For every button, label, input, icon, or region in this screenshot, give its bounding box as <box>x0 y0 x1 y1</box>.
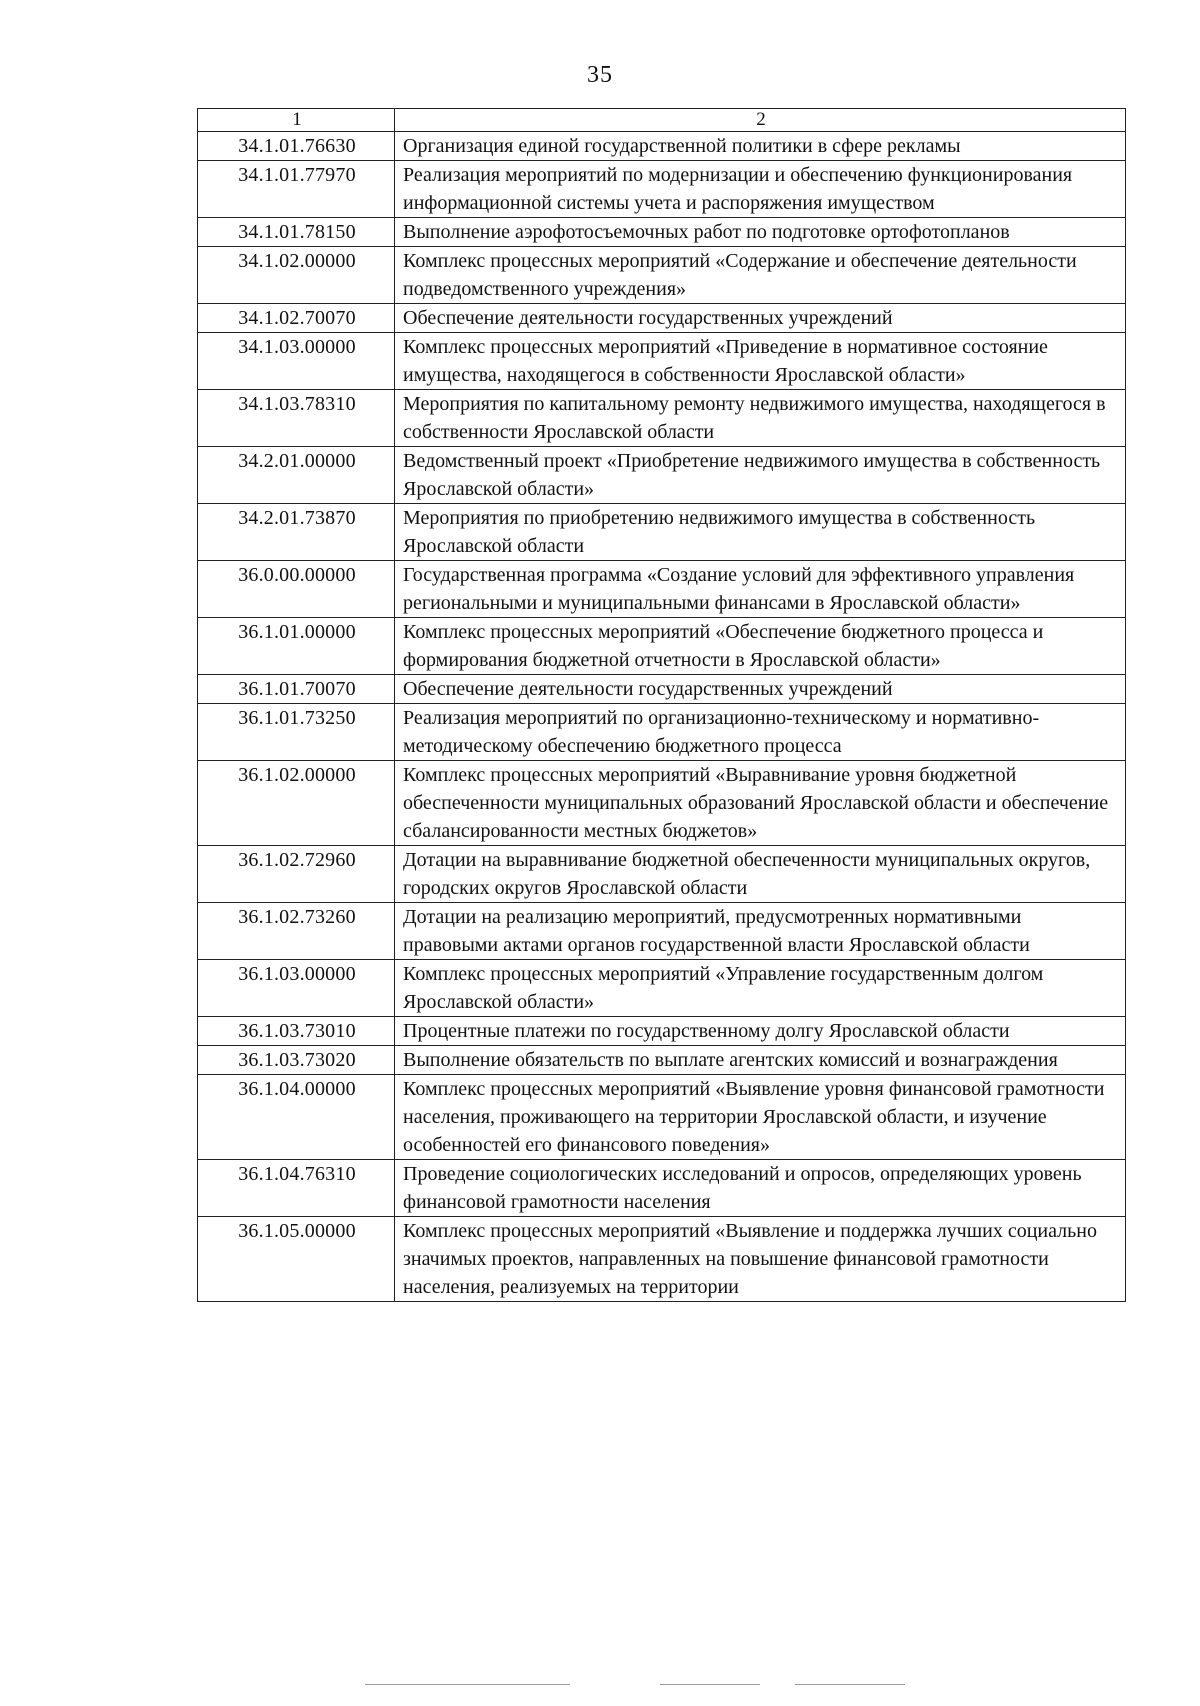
row-description: Комплекс процессных мероприятий «Приведение в нормативное состояние имущества, находящегося в собственности Ярославской области» <box>395 333 1126 390</box>
row-description: Дотации на реализацию мероприятий, предусмотренных нормативными правовыми актами органов государственной власти Ярославской области <box>395 903 1126 960</box>
row-code: 34.1.02.00000 <box>198 247 395 304</box>
row-code: 34.1.03.00000 <box>198 333 395 390</box>
table-row <box>198 161 1126 218</box>
table-row <box>198 903 1126 960</box>
row-code: 36.1.04.00000 <box>198 1075 395 1160</box>
row-code: 36.1.04.76310 <box>198 1160 395 1217</box>
table-row <box>198 1075 1126 1160</box>
row-description: Комплекс процессных мероприятий «Выявление уровня финансовой грамотности населения, проживающего на территории Ярославской области, и изучение особенностей его финансового поведения» <box>395 1075 1126 1160</box>
row-description: Дотации на выравнивание бюджетной обеспеченности муниципальных округов, городских округов Ярославской области <box>395 846 1126 903</box>
row-description: Мероприятия по капитальному ремонту недвижимого имущества, находящегося в собственности Ярославской области <box>395 390 1126 447</box>
table-row <box>198 1046 1126 1075</box>
table-row <box>198 960 1126 1017</box>
table-header-row <box>198 109 1126 132</box>
row-description: Выполнение аэрофотосъемочных работ по подготовке ортофотопланов <box>395 218 1126 247</box>
budget-classification-table <box>197 108 1126 1302</box>
table-row <box>198 504 1126 561</box>
row-code: 36.1.03.73020 <box>198 1046 395 1075</box>
row-code: 34.2.01.00000 <box>198 447 395 504</box>
row-code: 34.2.01.73870 <box>198 504 395 561</box>
row-description: Выполнение обязательств по выплате агентских комиссий и вознаграждения <box>395 1046 1126 1075</box>
table-row <box>198 447 1126 504</box>
row-code: 36.1.05.00000 <box>198 1217 395 1302</box>
row-description: Комплекс процессных мероприятий «Управление государственным долгом Ярославской области» <box>395 960 1126 1017</box>
row-code: 34.1.01.78150 <box>198 218 395 247</box>
table-row <box>198 304 1126 333</box>
table-row <box>198 618 1126 675</box>
table-row <box>198 218 1126 247</box>
row-code: 36.0.00.00000 <box>198 561 395 618</box>
row-description: Комплекс процессных мероприятий «Выявление и поддержка лучших социально значимых проектов, направленных на повышение финансовой грамотности населения, реализуемых на территории <box>395 1217 1126 1302</box>
table-row <box>198 247 1126 304</box>
row-code: 36.1.02.72960 <box>198 846 395 903</box>
row-code: 34.1.02.70070 <box>198 304 395 333</box>
row-code: 36.1.02.73260 <box>198 903 395 960</box>
table-row <box>198 1160 1126 1217</box>
row-description: Государственная программа «Создание условий для эффективного управления региональными и муниципальными финансами в Ярославской области» <box>395 561 1126 618</box>
table-row <box>198 1017 1126 1046</box>
column-header-description: 2 <box>395 109 1126 132</box>
table-row <box>198 704 1126 761</box>
row-code: 36.1.01.73250 <box>198 704 395 761</box>
table-row <box>198 132 1126 161</box>
row-code: 36.1.01.70070 <box>198 675 395 704</box>
table-row <box>198 333 1126 390</box>
row-description: Организация единой государственной политики в сфере рекламы <box>395 132 1126 161</box>
row-code: 34.1.01.76630 <box>198 132 395 161</box>
row-description: Реализация мероприятий по модернизации и обеспечению функционирования информационной системы учета и распоряжения имуществом <box>395 161 1126 218</box>
row-description: Реализация мероприятий по организационно-техническому и нормативно-методическому обеспечению бюджетного процесса <box>395 704 1126 761</box>
row-code: 36.1.02.00000 <box>198 761 395 846</box>
table-row <box>198 761 1126 846</box>
table-row <box>198 1217 1126 1302</box>
row-description: Проведение социологических исследований и опросов, определяющих уровень финансовой грамотности населения <box>395 1160 1126 1217</box>
footer-scan-line <box>795 1684 905 1685</box>
footer-scan-line <box>660 1684 760 1685</box>
row-code: 36.1.03.73010 <box>198 1017 395 1046</box>
row-description: Комплекс процессных мероприятий «Содержание и обеспечение деятельности подведомственного учреждения» <box>395 247 1126 304</box>
row-code: 34.1.03.78310 <box>198 390 395 447</box>
table-row <box>198 846 1126 903</box>
footer-scan-line <box>365 1684 570 1685</box>
row-code: 34.1.01.77970 <box>198 161 395 218</box>
row-description: Обеспечение деятельности государственных учреждений <box>395 304 1126 333</box>
column-header-code: 1 <box>198 109 395 132</box>
row-description: Комплекс процессных мероприятий «Выравнивание уровня бюджетной обеспеченности муниципальных образований Ярославской области и обеспечение сбалансированности местных бюджетов» <box>395 761 1126 846</box>
row-description: Ведомственный проект «Приобретение недвижимого имущества в собственность Ярославской области» <box>395 447 1126 504</box>
page-number: 35 <box>587 62 613 88</box>
table-row <box>198 390 1126 447</box>
row-code: 36.1.03.00000 <box>198 960 395 1017</box>
row-description: Обеспечение деятельности государственных учреждений <box>395 675 1126 704</box>
row-description: Мероприятия по приобретению недвижимого имущества в собственность Ярославской области <box>395 504 1126 561</box>
row-description: Комплекс процессных мероприятий «Обеспечение бюджетного процесса и формирования бюджетной отчетности в Ярославской области» <box>395 618 1126 675</box>
table-row <box>198 675 1126 704</box>
row-code: 36.1.01.00000 <box>198 618 395 675</box>
row-description: Процентные платежи по государственному долгу Ярославской области <box>395 1017 1126 1046</box>
table-row <box>198 561 1126 618</box>
